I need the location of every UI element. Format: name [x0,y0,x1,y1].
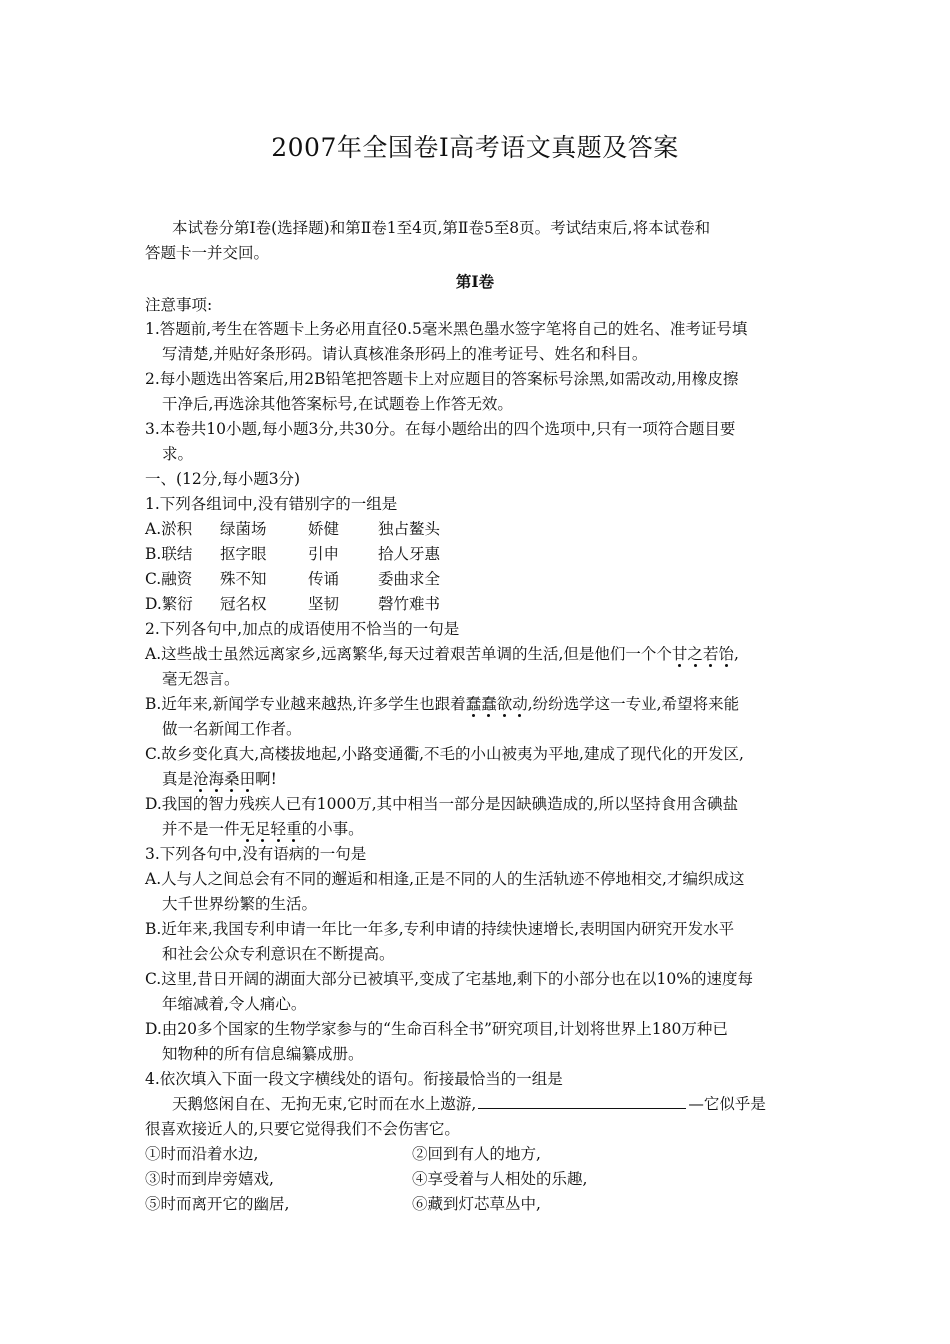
q1-a-word-3: 娇健 [308,520,340,538]
q1-option-b [145,543,440,565]
q3-option-a-line-1: A.人与人之间总会有不同的邂逅和相逢,正是不同的人的生活轨迹不停地相交,才编织成这 [145,870,745,888]
emphasis-char: 之 [687,645,703,663]
emphasis-char: 若 [702,645,719,663]
q4-passage-text-end: —它似乎是 [688,1095,766,1113]
q1-b-word-3: 引申 [308,545,340,563]
q2-option-c-line-2 [162,768,277,790]
emphasis-char: 海 [208,770,225,788]
q2-option-a-line-1 [145,643,739,665]
q1-d-word-3: 坚韧 [308,595,340,613]
q2-option-c-line-1: C.故乡变化真大,高楼拔地起,小路变通衢,不毛的小山被夷为平地,建成了现代化的开发区, [145,745,744,763]
q2-a-text: A.这些战士虽然远离家乡,远离繁华,每天过着艰苦单调的生活,但是他们一个个 [145,645,672,663]
section-title: 第Ⅰ卷 [455,272,495,291]
q3-option-c-line-2: 年缩减着,令人痛心。 [162,995,307,1013]
q2-stem: 2.下列各句中,加点的成语使用不恰当的一句是 [145,620,460,638]
document-title: 2007年全国卷I高考语文真题及答案 [271,133,679,162]
q4-item-2: ②回到有人的地方, [412,1145,541,1163]
q2-c-idiom [193,770,255,788]
q2-a-idiom [672,645,734,663]
emphasis-char: 欲 [496,695,513,713]
q1-c-word-4: 委曲求全 [378,570,441,588]
q2-option-b-line-2: 做一名新闻工作者。 [162,720,302,738]
q1-option-c [145,568,440,590]
intro-line-2: 答题卡一并交回。 [145,244,270,262]
note-2-line-2: 干净后,再选涂其他答案标号,在试题卷上作答无效。 [162,395,513,413]
note-3-line-2: 求。 [162,445,194,463]
q1-a-word-4: 独占鳌头 [378,520,441,538]
q4-stem: 4.依次填入下面一段文字横线处的语句。衔接最恰当的一组是 [145,1070,563,1088]
q1-c-word-3: 传诵 [308,570,340,588]
q2-option-a-line-2: 毫无怨言。 [162,670,240,688]
q2-d-text-end: 的小事。 [301,820,364,838]
q2-b-text-end: ,纷纷选学这一专业,希望将来能 [527,695,740,713]
q4-item-1: ①时而沿着水边, [145,1145,259,1163]
emphasis-char: 甘 [671,645,688,663]
q1-c-word-2: 殊不知 [220,570,267,588]
emphasis-char: 无 [239,820,256,838]
q2-option-b-line-1 [145,693,739,715]
q1-d-word-1: D.繁衍 [145,595,193,613]
q2-a-punct: , [733,645,739,663]
q2-option-d-line-1: D.我国的智力残疾人已有1000万,其中相当一部分是因缺碘造成的,所以坚持食用含碘盐 [145,795,739,813]
q4-passage-line-2: 很喜欢接近人的,只要它觉得我们不会伤害它。 [145,1120,460,1138]
q3-option-b-line-2: 和社会公众专利意识在不断提高。 [162,945,395,963]
emphasis-char: 蠢 [481,695,497,713]
fill-in-blank [478,1093,686,1109]
q1-a-word-2: 绿菌场 [220,520,267,538]
emphasis-char: 蠢 [465,695,482,713]
note-1-line-1: 1.答题前,考生在答题卡上务必用直径0.5毫米黑色墨水签字笔将自己的姓名、准考证号填 [145,320,748,338]
q1-b-word-4: 拾人牙惠 [378,545,441,563]
q1-d-word-4: 磬竹难书 [378,595,441,613]
q3-option-a-line-2: 大千世界纷繁的生活。 [162,895,318,913]
q2-d-text: 并不是一件 [162,820,240,838]
q4-passage-line-1 [172,1093,766,1115]
q4-passage-text: 天鹅悠闲自在、无拘无束,它时而在水上遨游, [172,1095,477,1113]
q2-c-text: 真是 [162,770,194,788]
q3-option-b-line-1: B.近年来,我国专利申请一年比一年多,专利申请的持续快速增长,表明国内研究开发水平 [145,920,735,938]
q1-d-word-2: 冠名权 [220,595,267,613]
emphasis-char: 桑 [224,770,240,788]
note-1-line-2: 写清楚,并贴好条形码。请认真核准条形码上的准考证号、姓名和科目。 [162,345,648,363]
q2-b-idiom [466,695,528,713]
q4-item-5: ⑤时而离开它的幽居, [145,1195,290,1213]
q1-option-d [145,593,440,615]
emphasis-char: 足 [255,820,271,838]
note-2-line-1: 2.每小题选出答案后,用2B铅笔把答题卡上对应题目的答案标号涂黑,如需改动,用橡皮擦 [145,370,739,388]
q1-b-word-1: B.联结 [145,545,193,563]
q1-stem: 1.下列各组词中,没有错别字的一组是 [145,495,398,513]
emphasis-char: 田 [239,770,256,788]
intro-line-1: 本试卷分第Ⅰ卷(选择题)和第Ⅱ卷1至4页,第Ⅱ卷5至8页。考试结束后,将本试卷和 [172,219,711,237]
q3-stem: 3.下列各句中,没有语病的一句是 [145,845,367,863]
q4-item-4: ④享受着与人相处的乐趣, [412,1170,588,1188]
emphasis-char: 动 [512,695,528,713]
emphasis-char: 饴 [718,645,734,663]
note-3-line-1: 3.本卷共10小题,每小题3分,共30分。在每小题给出的四个选项中,只有一项符合题目要 [145,420,736,438]
q2-option-d-line-2 [162,818,364,840]
q3-option-d-line-1: D.由20多个国家的生物学家参与的“生命百科全书”研究项目,计划将世界上180万种已 [145,1020,728,1038]
q3-option-d-line-2: 知物种的所有信息编纂成册。 [162,1045,364,1063]
emphasis-char: 沧 [193,770,209,788]
q1-c-word-1: C.融资 [145,570,193,588]
emphasis-char: 轻 [270,820,287,838]
part-one-heading: 一、(12分,每小题3分) [145,470,301,488]
q1-a-word-1: A.淤积 [145,520,193,538]
q4-item-6: ⑥藏到灯芯草丛中, [412,1195,541,1213]
q4-item-3: ③时而到岸旁嬉戏, [145,1170,274,1188]
q1-b-word-2: 抠字眼 [220,545,267,563]
emphasis-char: 重 [286,820,302,838]
q2-c-text-end: 啊! [255,770,277,788]
q2-b-text: B.近年来,新闻学专业越来越热,许多学生也跟着 [145,695,466,713]
notes-heading: 注意事项: [145,296,213,314]
q3-option-c-line-1: C.这里,昔日开阔的湖面大部分已被填平,变成了宅基地,剩下的小部分也在以10%的速度每 [145,970,753,988]
q2-d-idiom [240,820,302,838]
q1-option-a [145,518,440,540]
